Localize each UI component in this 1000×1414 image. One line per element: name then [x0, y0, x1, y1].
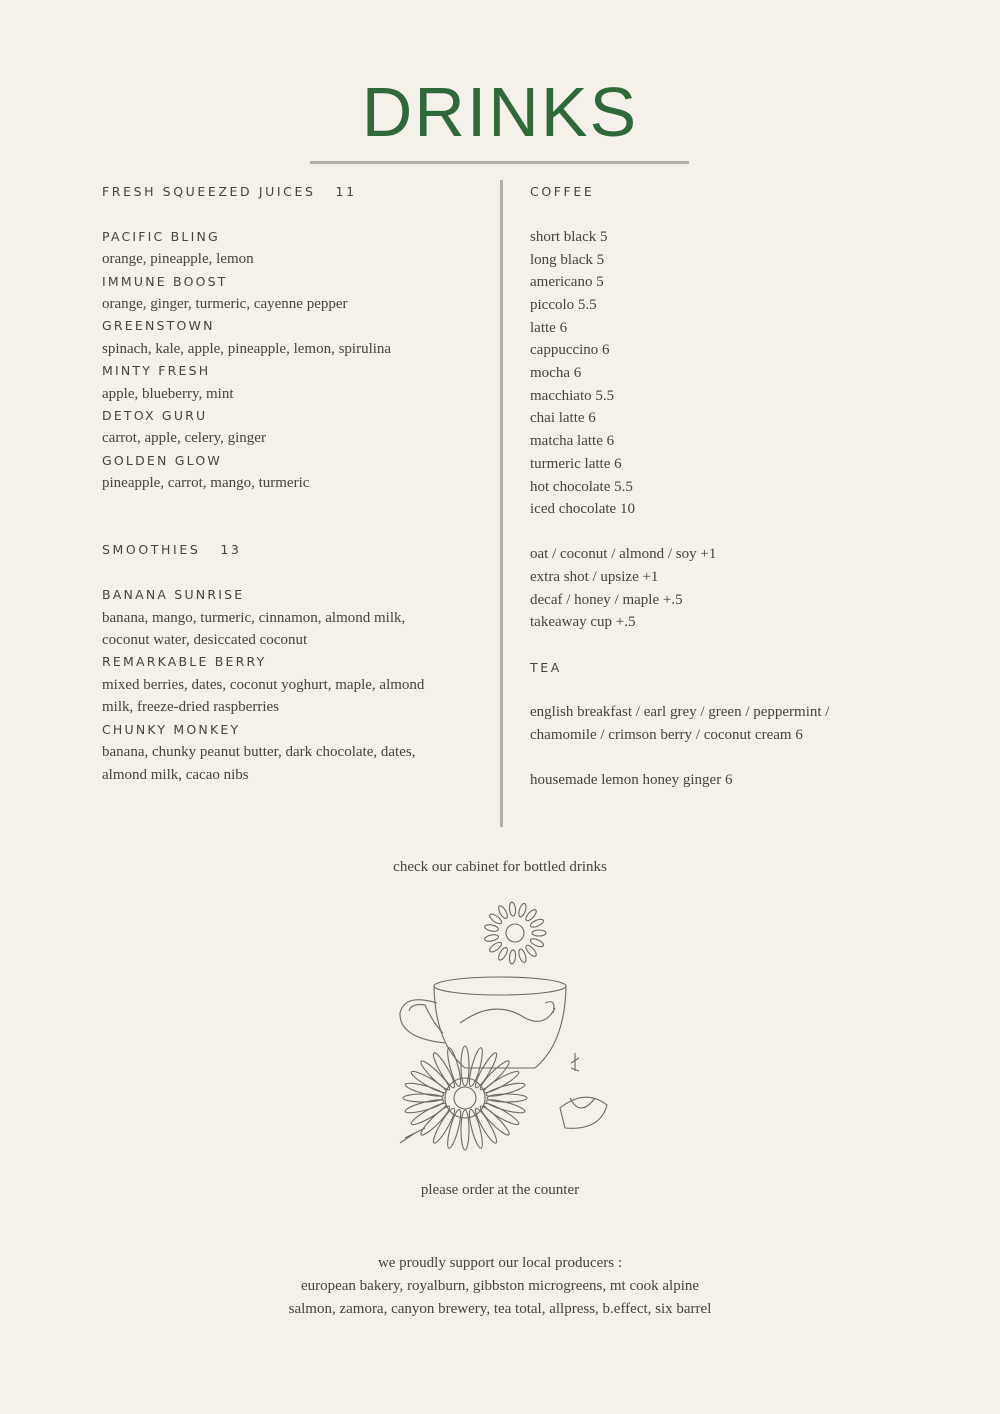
juice-description: apple, blueberry, mint — [102, 385, 234, 402]
smoothie-description: banana, chunky peanut butter, dark chocolate, dates, — [102, 744, 416, 761]
coffee-extras-list — [530, 543, 930, 634]
teacup-icon — [400, 977, 566, 1068]
juices-price: 11 — [335, 184, 357, 199]
coffee-extra: decaf / honey / maple +.5 — [530, 591, 683, 608]
smoothie-description: almond milk, cacao nibs — [102, 766, 249, 783]
left-column — [102, 181, 492, 786]
daisy-icon — [403, 1046, 527, 1150]
smoothie-description: coconut water, desiccated coconut — [102, 632, 308, 649]
coffee-item: cappuccino 6 — [530, 342, 610, 359]
coffee-item: mocha 6 — [530, 365, 582, 382]
title-divider — [310, 161, 689, 164]
coffee-item: americano 5 — [530, 274, 604, 291]
juices-heading-label: FRESH SQUEEZED JUICES — [102, 184, 316, 199]
smoothies-price: 13 — [220, 542, 242, 558]
producers-intro: we proudly support our local producers : — [377, 1255, 623, 1271]
coffee-item: chai latte 6 — [530, 410, 596, 427]
juice-description: carrot, apple, celery, ginger — [102, 430, 266, 447]
coffee-extra: takeaway cup +.5 — [530, 614, 636, 631]
juice-name: DETOX GURU — [102, 408, 208, 424]
coffee-item: matcha latte 6 — [530, 433, 615, 450]
teacup-flower-illustration — [385, 893, 615, 1163]
coffee-item: long black 5 — [530, 251, 605, 268]
juices-heading — [102, 181, 492, 203]
tea-heading: TEA — [530, 659, 562, 675]
column-divider — [500, 180, 503, 827]
smoothie-name: REMARKABLE BERRY — [102, 654, 267, 670]
smoothie-name: BANANA SUNRISE — [102, 587, 245, 603]
smoothies-heading — [102, 539, 492, 561]
coffee-item: short black 5 — [530, 228, 608, 245]
smoothies-heading-label: SMOOTHIES — [102, 542, 201, 558]
cabinet-note: check our cabinet for bottled drinks — [393, 859, 607, 875]
juices-list — [102, 226, 492, 495]
coffee-item: turmeric latte 6 — [530, 455, 622, 472]
smoothie-description: banana, mango, turmeric, cinnamon, almond milk, — [102, 609, 406, 626]
coffee-heading: COFFEE — [530, 184, 595, 199]
coffee-item: piccolo 5.5 — [530, 296, 597, 313]
right-column — [530, 181, 930, 792]
coffee-extra: oat / coconut / almond / soy +1 — [530, 546, 717, 563]
juice-name: GREENSTOWN — [102, 318, 215, 334]
order-note: please order at the counter — [420, 1182, 580, 1198]
producers-line: salmon, zamora, canyon brewery, tea total, allpress, b.effect, six barrel — [288, 1301, 712, 1317]
bud-icon — [560, 1053, 607, 1128]
juice-name: GOLDEN GLOW — [102, 452, 222, 468]
juice-name: IMMUNE BOOST — [102, 273, 228, 289]
juice-name: MINTY FRESH — [102, 363, 211, 379]
juice-description: spinach, kale, apple, pineapple, lemon, spirulina — [102, 340, 392, 357]
coffee-item: hot chocolate 5.5 — [530, 478, 633, 495]
producers-line: european bakery, royalburn, gibbston microgreens, mt cook alpine — [300, 1278, 700, 1294]
juice-description: pineapple, carrot, mango, turmeric — [102, 475, 310, 492]
housemade-tea: housemade lemon honey ginger 6 — [530, 772, 733, 789]
tea-line: english breakfast / earl grey / green / peppermint / — [530, 704, 830, 721]
smoothie-description: milk, freeze-dried raspberries — [102, 699, 279, 716]
smoothie-description: mixed berries, dates, coconut yoghurt, maple, almond — [102, 676, 425, 693]
coffee-list — [530, 226, 930, 521]
coffee-item: latte 6 — [530, 319, 568, 336]
tea-line: chamomile / crimson berry / coconut cream 6 — [530, 727, 803, 744]
juice-name: PACIFIC BLING — [102, 228, 220, 244]
juice-description: orange, pineapple, lemon — [102, 251, 254, 268]
smoothie-name: CHUNKY MONKEY — [102, 721, 241, 737]
coffee-item: iced chocolate 10 — [530, 501, 635, 518]
coffee-extra: extra shot / upsize +1 — [530, 569, 659, 586]
juice-description: orange, ginger, turmeric, cayenne pepper — [102, 296, 348, 313]
page-title: DRINKS — [361, 73, 639, 151]
steam-flower-icon — [484, 902, 546, 964]
coffee-item: macchiato 5.5 — [530, 387, 615, 404]
smoothies-list — [102, 584, 492, 786]
